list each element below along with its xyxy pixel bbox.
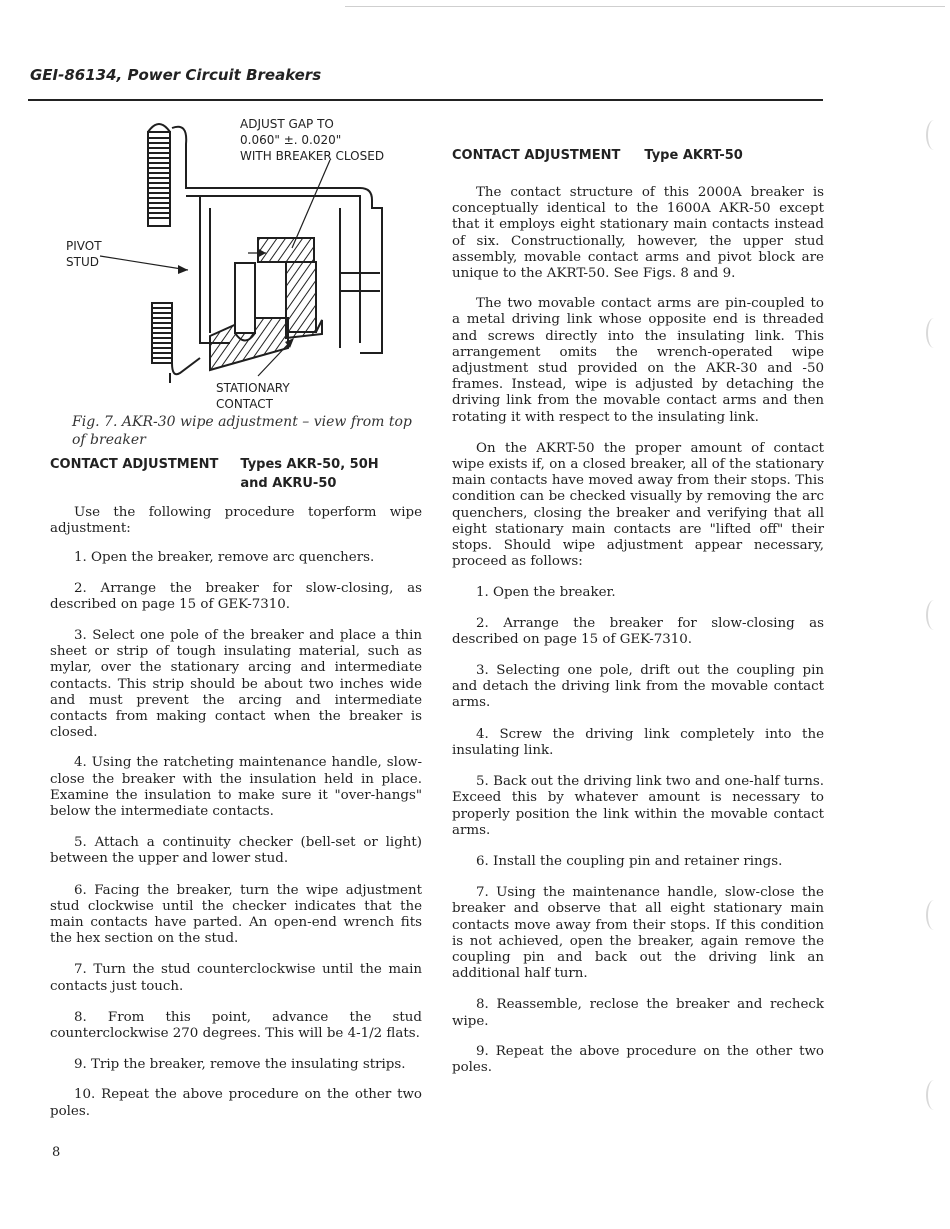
- left-step-3: 3. Select one pole of the breaker and place a thin sheet or strip of tough insulating material, such as mylar, over the stationary arcing and intermediate contacts. This strip should be about two inches wide and must prevent the arcing and intermediate contacts from making contact when the breaker is closed.: [50, 628, 422, 741]
- right-step-2: 2. Arrange the breaker for slow-closing as described on page 15 of GEK-7310.: [452, 615, 824, 647]
- binder-mark: [926, 120, 942, 150]
- right-paragraph-check: On the AKRT-50 the proper amount of contact wipe exists if, on a closed breaker, all of the stationary main contacts have moved away from their stops. This condition can be checked visually by removing the arc quenchers, closing the breaker and verifying that all eight stationary main contacts are "lifted off" their stops. Should wipe adjustment appear necessary, proceed as follows:: [452, 440, 824, 570]
- binder-mark: [926, 900, 942, 930]
- left-step-1: 1. Open the breaker, remove arc quenchers.: [74, 550, 375, 566]
- left-step-10: 10. Repeat the above procedure on the other two poles.: [50, 1087, 422, 1119]
- header-rule: [28, 99, 823, 101]
- left-section-types: Types AKR-50, 50H and AKRU-50: [240, 457, 379, 491]
- left-step-4: 4. Using the ratcheting maintenance handle, slow-close the breaker with the insulation held in place. Examine the insulation to make sure it "over-hangs" below the intermediate contacts.: [50, 755, 422, 820]
- left-step-5: 5. Attach a continuity checker (bell-set or light) between the upper and lower stud.: [50, 835, 422, 867]
- right-step-6: 6. Install the coupling pin and retainer rings.: [476, 853, 783, 869]
- right-section-title: CONTACT ADJUSTMENT: [452, 148, 621, 163]
- left-step-8: 8. From this point, advance the stud counterclockwise 270 degrees. This will be 4-1/2 flats.: [50, 1009, 422, 1042]
- left-section-title: CONTACT ADJUSTMENT: [50, 457, 219, 472]
- right-step-9: 9. Repeat the above procedure on the other two poles.: [452, 1043, 824, 1075]
- figure-caption: [72, 413, 422, 449]
- top-border-line: [345, 6, 945, 7]
- right-step-8: 8. Reassemble, reclose the breaker and recheck wipe.: [452, 997, 824, 1029]
- left-step-2: 2. Arrange the breaker for slow-closing, as described on page 15 of GEK-7310.: [50, 580, 422, 612]
- right-step-7: 7. Using the maintenance handle, slow-close the breaker and observe that all eight stationary main contacts move away from their stops. If this condition is not achieved, open the breaker, again remove the coupling pin and back out the driving link an additional half turn.: [452, 885, 824, 982]
- right-step-5: 5. Back out the driving link two and one-half turns. Exceed this by whatever amount is necessary to properly position the link within the movable contact arms.: [452, 774, 824, 838]
- page-number: 8: [52, 1145, 61, 1160]
- callout-stationary-contact: STATIONARY CONTACT: [216, 381, 290, 411]
- caption-text: AKR-30 wipe adjustment – view from top of breaker: [72, 414, 412, 448]
- binder-mark: [926, 600, 942, 630]
- caption-label: Fig. 7.: [72, 414, 118, 430]
- left-step-9: 9. Trip the breaker, remove the insulating strips.: [74, 1057, 406, 1073]
- right-step-1: 1. Open the breaker.: [476, 585, 616, 601]
- right-step-4: 4. Screw the driving link completely into the insulating link.: [452, 726, 824, 758]
- binder-mark: [926, 1080, 942, 1110]
- figure-7: [60, 108, 420, 411]
- right-step-3: 3. Selecting one pole, drift out the coupling pin and detach the driving link from the movable contact arms.: [452, 663, 824, 711]
- left-column: [50, 455, 422, 1120]
- right-section-heading: [452, 148, 824, 163]
- lower-spring: [152, 303, 200, 383]
- callout-pivot-stud: PIVOT STUD: [66, 239, 102, 269]
- left-section-heading: [50, 455, 422, 493]
- upper-spring: [148, 124, 170, 226]
- right-paragraph-links: The two movable contact arms are pin-coupled to a metal driving link whose opposite end is threaded and screws directly into the insulating link. This arrangement omits the wrench-operated wipe adjustment stud provided on the AKR-30 and -50 frames. Instead, wipe is adjusted by detaching the driving link from the movable contact arms and then rotating it with respect to the insulating link.: [452, 296, 824, 425]
- callout-adjust-gap: ADJUST GAP TO 0.060" ±. 0.020" WITH BREAKER CLOSED: [240, 117, 385, 163]
- running-header: GEI-86134, Power Circuit Breakers: [30, 66, 322, 84]
- right-column: [452, 148, 824, 1076]
- binder-mark: [926, 318, 942, 348]
- right-paragraph-intro: The contact structure of this 2000A breaker is conceptually identical to the 1600A AKR-50 except that it employs eight stationary main contacts instead of six. Constructionally, however, the upper stud assembly, movable contact arms and pivot block are unique to the AKRT-50. See Figs. 8 and 9.: [452, 185, 824, 282]
- left-paragraph: Use the following procedure toperform wipe adjustment:: [50, 505, 422, 537]
- left-step-6: 6. Facing the breaker, turn the wipe adjustment stud clockwise until the checker indicates that the main contacts have parted. An open-end wrench fits the hex section on the stud.: [50, 882, 422, 947]
- right-section-types: Type AKRT-50: [644, 148, 743, 163]
- left-step-7: 7. Turn the stud counterclockwise until the main contacts just touch.: [50, 962, 422, 994]
